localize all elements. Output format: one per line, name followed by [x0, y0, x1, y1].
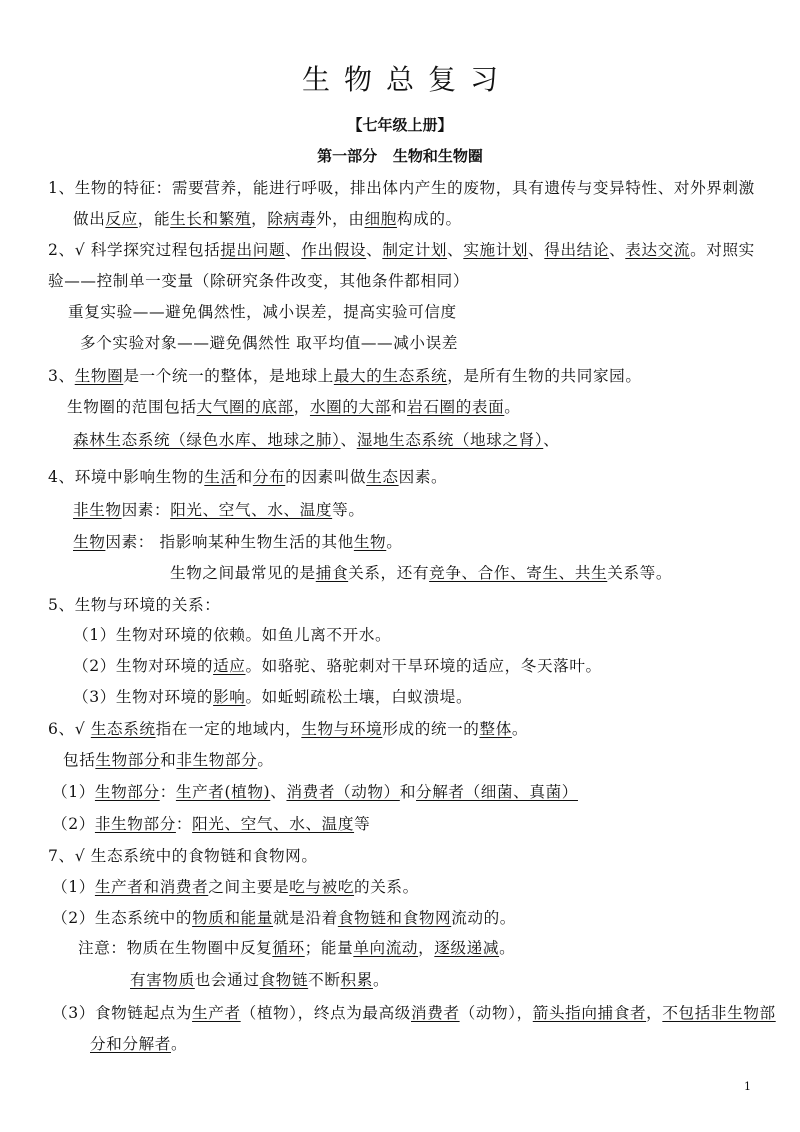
text-segment: 、 [543, 431, 560, 449]
text-segment: 的关系。 [354, 878, 419, 896]
text-segment: 和 [399, 783, 417, 801]
text-line [48, 594, 220, 616]
text-segment: 生物之间最常见的是 [170, 564, 316, 582]
text-segment: 多个实验对象——避免偶然性 取平均值——减小误差 [80, 334, 459, 352]
text-segment: 、 [340, 431, 357, 449]
text-segment: ， [293, 398, 310, 416]
text-segment: （3）食物链起点为 [52, 1004, 193, 1022]
text-segment: 、 [609, 241, 626, 259]
underlined-keyword: 生产者 [192, 1004, 241, 1022]
text-segment: 关系，还有 [348, 564, 430, 582]
text-segment: 包括 [63, 751, 96, 769]
underlined-keyword: 生长和繁殖 [170, 210, 252, 228]
text-segment: （2） [52, 815, 95, 833]
text-segment: 。 [499, 939, 516, 957]
underlined-keyword: 吃与被吃 [289, 878, 355, 896]
text-segment: （1） [52, 878, 95, 896]
text-segment: （动物）， [459, 1004, 533, 1022]
text-line [130, 969, 389, 991]
text-line [73, 531, 402, 553]
text-line [48, 718, 528, 740]
text-line [80, 332, 458, 354]
text-line [73, 499, 365, 521]
underlined-keyword: 分布 [252, 468, 286, 486]
underlined-keyword: 消费者 [411, 1004, 460, 1022]
underlined-keyword: 生产者(植物) [175, 783, 271, 801]
text-segment: （3）生物对环境的 [73, 688, 214, 706]
underlined-keyword: 生物 [73, 533, 106, 551]
text-segment: 因素。 [398, 468, 448, 486]
text-segment: 和 [236, 468, 253, 486]
text-segment: 。如骆驼、骆驼刺对干旱环境的适应，冬天落叶。 [245, 657, 602, 675]
text-segment: 4、环境中影响生物的 [48, 468, 205, 486]
text-segment: 也会通过 [194, 971, 260, 989]
underlined-keyword: 非生物部分 [94, 815, 176, 833]
text-segment: 。 [170, 1035, 188, 1053]
text-line [73, 429, 559, 451]
underlined-keyword: 逐级递减 [434, 939, 500, 957]
text-segment: 7、√ 生态系统中的食物链和食物网。 [48, 847, 318, 865]
text-segment: 5、生物与环境的关系： [48, 596, 221, 614]
underlined-keyword: 生态 [366, 468, 399, 486]
text-segment: 等。 [332, 501, 365, 519]
underlined-keyword: 食物链和食物网 [337, 909, 452, 927]
underlined-keyword: 整体 [479, 720, 512, 738]
text-segment: 外，由 [315, 210, 365, 228]
text-segment: 之间主要是 [208, 878, 290, 896]
text-segment: 做出 [73, 210, 106, 228]
text-segment: 2、√ 科学探究过程包括 [48, 241, 221, 259]
underlined-keyword: 生物与环境 [301, 720, 383, 738]
underlined-keyword: 分解者（细菌、真菌） [416, 783, 578, 801]
text-line [48, 177, 755, 199]
underlined-keyword: 阳光、空气、水、温度 [170, 501, 333, 519]
underlined-keyword: 最大的生态系统 [333, 367, 448, 385]
text-segment: 。 [372, 971, 390, 989]
text-segment: 等 [354, 815, 371, 833]
underlined-keyword: 大气圈的底部 [196, 398, 294, 416]
text-line [52, 907, 516, 929]
text-segment: 、 [270, 783, 287, 801]
text-segment: ；能量 [304, 939, 354, 957]
underlined-keyword: 反应 [105, 210, 138, 228]
text-segment: 构成的。 [396, 210, 462, 228]
underlined-keyword: 制定计划 [382, 241, 448, 259]
page-number: 1 [744, 1080, 751, 1093]
underlined-keyword: 单向流动 [353, 939, 419, 957]
underlined-keyword: 除病毒 [267, 210, 316, 228]
underlined-keyword: 箭头指向捕食者 [532, 1004, 647, 1022]
grade-heading: 【七年级上册】 [347, 116, 453, 134]
underlined-keyword: 生态系统 [90, 720, 156, 738]
underlined-keyword: 生物圈 [74, 367, 124, 385]
text-line [52, 813, 370, 835]
text-segment: 不断 [308, 971, 341, 989]
underlined-keyword: 生物部分 [94, 783, 160, 801]
underlined-keyword: 消费者（动物） [286, 783, 400, 801]
text-segment: （1）生物对环境的依赖。如鱼儿离不开水。 [73, 626, 392, 644]
text-segment: （2）生物对环境的 [73, 657, 214, 675]
text-segment: ， [646, 1004, 663, 1022]
text-segment: ， [418, 939, 435, 957]
underlined-keyword: 不包括非生物部 [662, 1004, 776, 1022]
underlined-keyword: 食物链 [259, 971, 309, 989]
text-segment: 。 [504, 398, 521, 416]
underlined-keyword: 生物 [353, 533, 387, 551]
underlined-keyword: 阳光、空气、水、温度 [192, 815, 355, 833]
text-line [170, 562, 672, 584]
text-segment: 和 [390, 398, 408, 416]
text-segment: 生物圈的范围包括 [67, 398, 197, 416]
underlined-keyword: 细胞 [364, 210, 397, 228]
underlined-keyword: 提出问题 [220, 241, 286, 259]
text-segment: ，能 [137, 210, 171, 228]
text-line [90, 1033, 187, 1055]
text-segment: 6、√ [48, 720, 91, 738]
text-segment: （1） [52, 783, 95, 801]
underlined-keyword: 捕食 [315, 564, 349, 582]
text-segment: 和 [160, 751, 177, 769]
text-segment: 因素： [121, 501, 171, 519]
text-line [63, 749, 274, 771]
text-segment: 3、 [48, 367, 75, 385]
text-segment: 、 [285, 241, 302, 259]
underlined-keyword: 积累 [340, 971, 373, 989]
underlined-keyword: 生活 [204, 468, 237, 486]
underlined-keyword: 水圈的大部 [309, 398, 391, 416]
text-line [73, 208, 462, 230]
text-line [73, 624, 391, 646]
underlined-keyword: 适应 [213, 657, 246, 675]
text-line [73, 686, 472, 708]
underlined-keyword: 物质和能量 [192, 909, 274, 927]
underlined-keyword: 生物部分 [95, 751, 161, 769]
underlined-keyword: 岩石圈的表面 [407, 398, 505, 416]
text-line [48, 466, 447, 488]
text-segment: 注意：物质在生物圈中反复 [78, 939, 273, 957]
underlined-keyword: 竞争、合作、寄生、共生 [429, 564, 608, 582]
text-line [52, 1002, 776, 1024]
text-line [67, 396, 521, 418]
text-segment: 。对照实 [690, 241, 755, 259]
underlined-keyword: 森林生态系统（绿色水库、地球之肺） [73, 431, 341, 449]
section-heading: 第一部分 生物和生物圈 [317, 147, 483, 165]
text-segment: （2）生态系统中的 [52, 909, 193, 927]
underlined-keyword: 影响 [213, 688, 246, 706]
text-segment: （植物），终点为最高级 [240, 1004, 412, 1022]
text-segment: ，是所有生物的共同家园。 [447, 367, 642, 385]
text-line [52, 781, 578, 803]
text-line [48, 365, 642, 387]
text-segment: ， [251, 210, 268, 228]
text-line [68, 301, 457, 323]
text-segment: ： [159, 783, 176, 801]
text-segment: 、 [528, 241, 545, 259]
text-segment: 指在一定的地域内， [155, 720, 302, 738]
text-segment: 就是沿着 [273, 909, 338, 927]
underlined-keyword: 得出结论 [544, 241, 610, 259]
text-line [48, 845, 318, 867]
text-line [78, 937, 515, 959]
text-segment: 关系等。 [607, 564, 673, 582]
underlined-keyword: 实施计划 [463, 241, 529, 259]
underlined-keyword: 湿地生态系统（地球之肾） [356, 431, 544, 449]
text-line [52, 876, 419, 898]
text-segment: ： [175, 815, 193, 833]
text-segment: 。如蚯蚓疏松土壤，白蚁溃堤。 [245, 688, 473, 706]
text-segment: 形成的统一的 [382, 720, 480, 738]
text-segment: 。 [257, 751, 274, 769]
text-segment: 流动的。 [451, 909, 516, 927]
text-segment: 1、生物的特征：需要营养，能进行呼吸，排出体内产生的废物，具有遗传与变异特性、对外界刺激 [48, 179, 755, 197]
text-segment: 的因素叫做 [285, 468, 367, 486]
underlined-keyword: 有害物质 [130, 971, 195, 989]
text-segment: 。 [511, 720, 529, 738]
underlined-keyword: 表达交流 [625, 241, 691, 259]
underlined-keyword: 作出假设 [301, 241, 367, 259]
underlined-keyword: 分和分解者 [90, 1035, 171, 1053]
underlined-keyword: 循环 [272, 939, 305, 957]
underlined-keyword: 非生物 [73, 501, 122, 519]
page-title: 生物总复习 [301, 63, 512, 96]
text-segment: 、 [366, 241, 383, 259]
text-line [48, 270, 469, 292]
underlined-keyword: 生产者和消费者 [94, 878, 209, 896]
text-segment: 。 [386, 533, 403, 551]
text-line [48, 239, 755, 261]
text-segment: 是一个统一的整体，是地球上 [123, 367, 334, 385]
text-segment: 验——控制单一变量（除研究条件改变，其他条件都相同） [48, 272, 470, 290]
text-segment: 、 [447, 241, 464, 259]
text-line [73, 655, 602, 677]
text-segment: 重复实验——避免偶然性，减小误差，提高实验可信度 [68, 303, 457, 321]
text-segment: 因素： 指影响某种生物生活的其他 [105, 533, 354, 551]
underlined-keyword: 非生物部分 [176, 751, 258, 769]
